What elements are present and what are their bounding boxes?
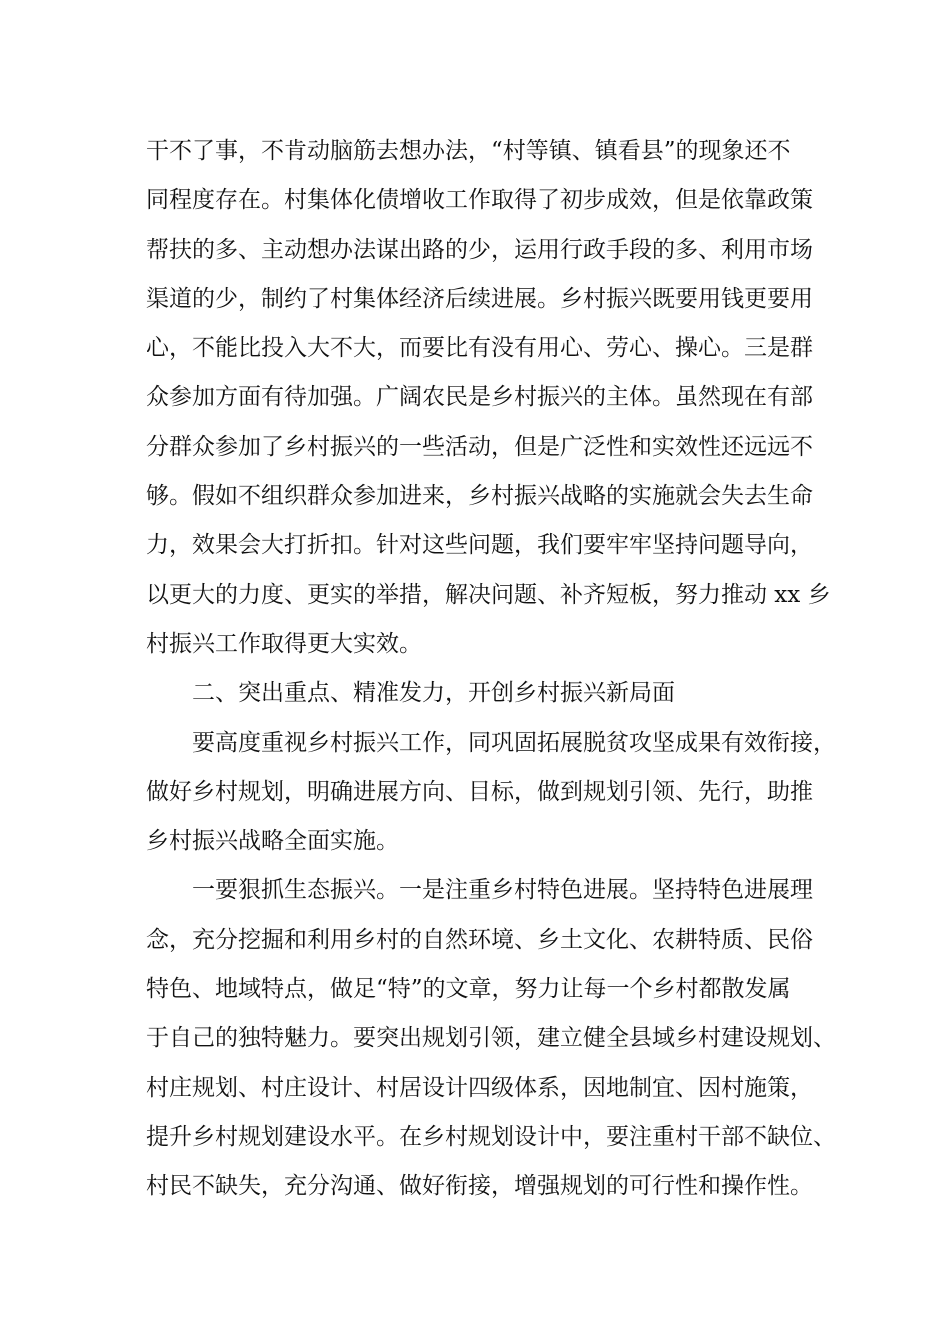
text-line: 做好乡村规划，明确进展方向、目标，做到规划引领、先行，助推 [146, 778, 813, 805]
text-line: 特色、地域特点，做足“特”的文章，努力让每一个乡村都散发属 [146, 976, 791, 1003]
text-line: 以更大的力度、更实的举措，解决问题、补齐短板，努力推动 xx 乡 [146, 581, 831, 608]
text-line: 渠道的少，制约了村集体经济后续进展。乡村振兴既要用钱更要用 [146, 285, 813, 312]
text-line: 于自己的独特魅力。要突出规划引领，建立健全县域乡村建设规划、 [146, 1025, 836, 1052]
text-line: 众参加方面有待加强。广阔农民是乡村振兴的主体。虽然现在有部 [146, 384, 813, 411]
text-line: 干不了事，不肯动脑筋去想办法，“村等镇、镇看县”的现象还不 [146, 138, 791, 164]
text-line: 一要狠抓生态振兴。一是注重乡村特色进展。坚持特色进展理 [192, 877, 813, 904]
document-body [146, 127, 836, 1212]
text-line: 够。假如不组织群众参加进来，乡村振兴战略的实施就会失去生命 [146, 483, 813, 510]
text-line: 分群众参加了乡村振兴的一些活动，但是广泛性和实效性还远远不 [146, 433, 813, 460]
text-line: 村庄规划、村庄设计、村居设计四级体系，因地制宜、因村施策， [146, 1074, 813, 1101]
text-line: 乡村振兴战略全面实施。 [146, 828, 399, 855]
text-line: 要高度重视乡村振兴工作，同巩固拓展脱贫攻坚成果有效衔接， [192, 729, 836, 756]
text-line: 村民不缺失，充分沟通、做好衔接，增强规划的可行性和操作性。 [146, 1173, 813, 1200]
text-line: 同程度存在。村集体化债增收工作取得了初步成效，但是依靠政策 [146, 187, 813, 214]
text-line: 心，不能比投入大不大，而要比有没有用心、劳心、操心。三是群 [146, 335, 813, 362]
text-line: 念，充分挖掘和利用乡村的自然环境、乡土文化、农耕特质、民俗 [146, 926, 813, 953]
text-line: 二、突出重点、精准发力，开创乡村振兴新局面 [192, 680, 675, 707]
text-line: 帮扶的多、主动想办法谋出路的少，运用行政手段的多、利用市场 [146, 236, 813, 263]
text-line: 提升乡村规划建设水平。在乡村规划设计中，要注重村干部不缺位、 [146, 1123, 836, 1150]
text-line: 村振兴工作取得更大实效。 [146, 630, 422, 657]
text-line: 力，效果会大打折扣。针对这些问题，我们要牢牢坚持问题导向， [146, 532, 813, 559]
